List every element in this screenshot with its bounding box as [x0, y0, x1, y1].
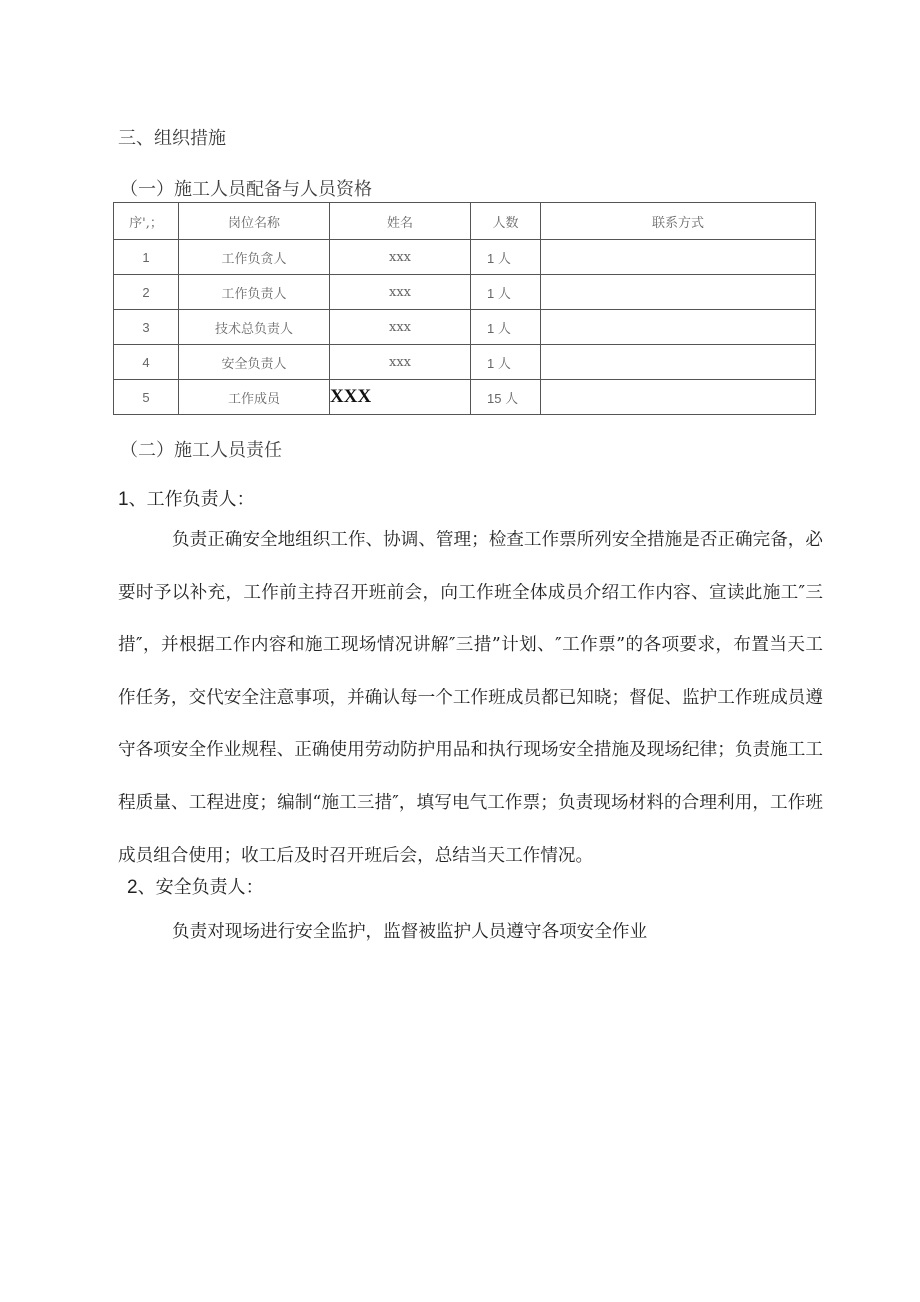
cell-seq: 4 [114, 345, 179, 380]
table-row [114, 380, 816, 415]
item-label: 、安全负责人： [137, 877, 264, 898]
item-number: 1 [118, 489, 129, 510]
cell-name: xxx [330, 240, 471, 275]
cell-count: 15 人 [471, 380, 541, 415]
cell-count: 1 人 [471, 345, 541, 380]
cell-name: xxx [330, 310, 471, 345]
table-row [114, 240, 816, 275]
cell-position: 工作负贪人 [179, 240, 330, 275]
cell-contact [541, 275, 816, 310]
cell-count: 1 人 [471, 310, 541, 345]
table-row [114, 345, 816, 380]
table-header-row [114, 203, 816, 240]
table-row [114, 310, 816, 345]
staff-table [113, 202, 816, 415]
cell-contact [541, 345, 816, 380]
subsection-title-staffing: （一）施工人员配备与人员资格 [120, 179, 372, 200]
cell-name: xxx [330, 275, 471, 310]
item-work-leader-title [118, 485, 255, 511]
subsection-title-responsibilities: （二）施工人员责任 [120, 440, 282, 461]
cell-seq: 1 [114, 240, 179, 275]
cell-position: 安全负责人 [179, 345, 330, 380]
header-name: 姓名 [330, 203, 471, 240]
cell-count: 1 人 [471, 240, 541, 275]
cell-position: 技术总负责人 [179, 310, 330, 345]
cell-seq: 2 [114, 275, 179, 310]
cell-contact [541, 310, 816, 345]
item-label: 、工作负责人： [128, 489, 255, 510]
cell-contact [541, 240, 816, 275]
table-row [114, 275, 816, 310]
cell-count: 1 人 [471, 275, 541, 310]
item-number: 2 [127, 877, 138, 898]
item-safety-leader-title [127, 873, 264, 899]
safety-leader-duties-paragraph: 负责对现场进行安全监护，监督被监护人员遵守各项安全作业 [172, 922, 648, 942]
header-contact: 联系方式 [541, 203, 816, 240]
work-leader-duties-paragraph: 负责正确安全地组织工作、协调、管理；检查工作票所列安全措施是否正确完备，必要时予以补充，工作前主持召开班前会，向工作班全体成员介绍工作内容、宣读此施工″三措″，并根据工作内容和施工现场情况讲解″三措”计划、″工作票”的各项要求，布置当天工作任务，交代安全注意事项，并确认每一个工作班成员都已知晓；督促、监护工作班成员遵守各项安全作业规程、正确使用劳动防护用品和执行现场安全措施及现场纪律；负责施工工程质量、工程进度；编制“施工三措″，填写电气工作票；负责现场材料的合理利用，工作班成员组合使用；收工后及时召开班后会，总结当天工作情况。 [118, 530, 823, 866]
cell-name: XXX [330, 380, 471, 415]
section-title: 三、组织措施 [118, 128, 226, 149]
cell-position: 工作负责人 [179, 275, 330, 310]
cell-name: xxx [330, 345, 471, 380]
cell-contact [541, 380, 816, 415]
cell-position: 工作成员 [179, 380, 330, 415]
header-position: 岗位名称 [179, 203, 330, 240]
cell-seq: 5 [114, 380, 179, 415]
header-count: 人数 [471, 203, 541, 240]
cell-seq: 3 [114, 310, 179, 345]
header-seq: 序',； [114, 203, 179, 240]
